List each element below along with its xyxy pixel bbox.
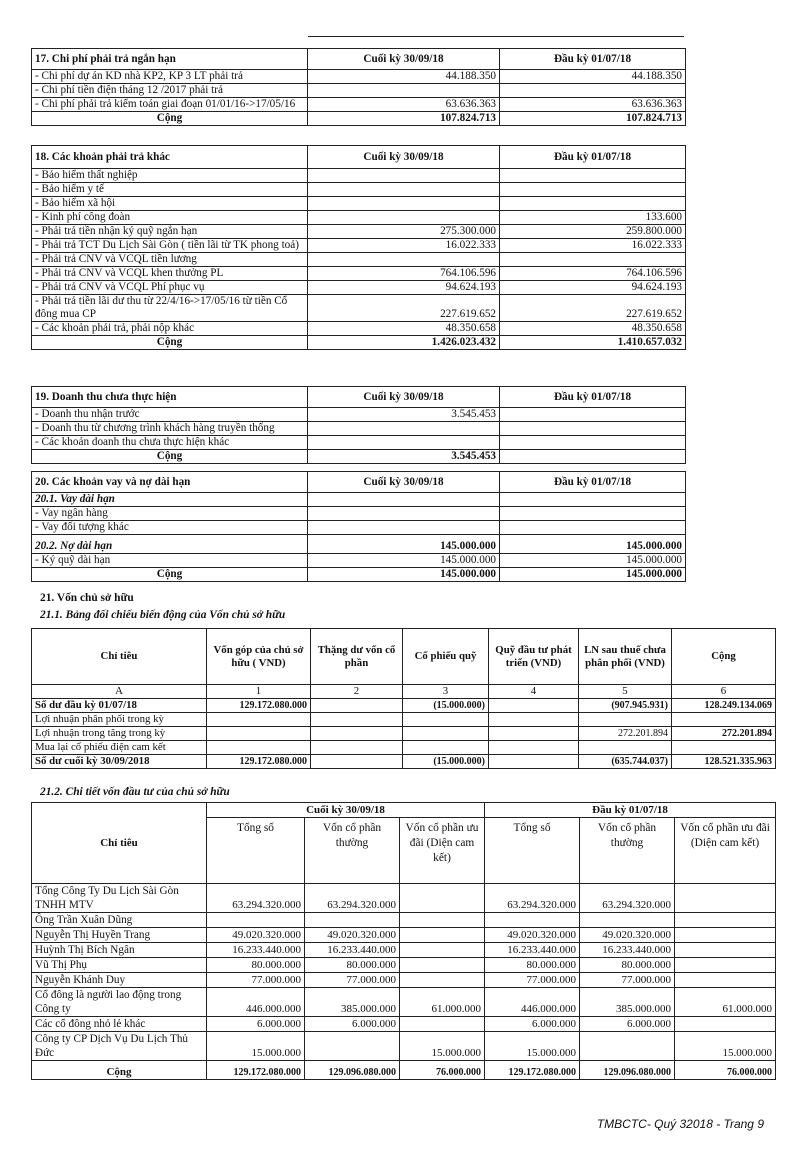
row-label: - Phải trả tiền lãi dư thu từ 22/4/16->17/05/16 từ tiền Cổ đông mua CP [32,295,308,322]
t1-col-header: Chỉ tiêu [32,629,207,685]
table-row [32,70,686,84]
row-value [489,755,579,769]
row-begin-value [500,197,686,211]
row-value [579,713,672,727]
table-row [32,554,686,568]
t1-col-index: 5 [579,685,672,699]
table-row [32,239,686,253]
shareholder-name: Tổng Công Ty Du Lịch Sài Gòn TNHH MTV [32,884,207,913]
row-label: - Phải trả CNV và VCQL Phí phục vụ [32,281,308,295]
shareholder-name: Cổ đông là người lao động trong Công ty [32,988,207,1017]
row-value: 129.172.080.000 [207,755,311,769]
row-label: - Bảo hiểm y tế [32,183,308,197]
row-value: 272.201.894 [579,727,672,741]
col-end-period: Cuối kỳ 30/09/18 [308,146,500,169]
table-row [32,521,686,535]
row-begin-value: 94.624.193 [500,281,686,295]
row-end-value [308,197,500,211]
row-value: 16.233.440.000 [305,943,400,958]
row-value: 6.000.000 [580,1017,675,1032]
row-value: 6.000.000 [485,1017,580,1032]
shareholder-name: Nguyễn Khánh Duy [32,973,207,988]
shareholder-name: Nguyễn Thị Huyền Trang [32,928,207,943]
row-value: 61.000.000 [675,988,776,1017]
total-end: 145.000.000 [308,568,500,582]
row-end-value: 16.022.333 [308,239,500,253]
t1-col-header: Quỹ đầu tư phát triển (VND) [489,629,579,685]
row-begin-value: 145.000.000 [500,554,686,568]
row-begin-value: 227.619.652 [500,295,686,322]
row-value [311,741,403,755]
t1-col-index: A [32,685,207,699]
row-value [400,943,485,958]
t2-group-end: Cuối kỳ 30/09/18 [207,803,485,818]
t2-total-c2: 129.096.080.000 [305,1061,400,1080]
table-row [32,1032,776,1061]
table-row [32,225,686,239]
row-value: (635.744.037) [579,755,672,769]
table-row [32,322,686,336]
table-row [32,295,686,322]
row-value: (15.000.000) [403,699,489,713]
row-begin-value [500,253,686,267]
row-value: 80.000.000 [207,958,305,973]
row-value [305,1032,400,1061]
row-end-value: 764.106.596 [308,267,500,281]
row-value [580,913,675,928]
row-begin-value [500,408,686,422]
col-end-period: Cuối kỳ 30/09/18 [308,472,500,493]
total-begin: 107.824.713 [500,112,686,126]
row-value [400,913,485,928]
table-row [32,183,686,197]
row-begin-value: 259.800.000 [500,225,686,239]
row-end-value [308,507,500,521]
section-17-title: 17. Chi phí phải trả ngắn hạn [32,49,308,70]
t1-col-header: Thặng dư vốn cổ phần [311,629,403,685]
table-21-1-equity-movements [31,628,776,769]
shareholder-name: Vũ Thị Phụ [32,958,207,973]
table-row [32,211,686,225]
row-label: - Vay ngân hàng [32,507,308,521]
row-value: 49.020.320.000 [580,928,675,943]
shareholder-name: Ông Trần Xuân Dũng [32,913,207,928]
row-value [311,755,403,769]
table-row [32,84,686,98]
row-end-value: 275.300.000 [308,225,500,239]
shareholder-name: Các cổ đông nhỏ lẻ khác [32,1017,207,1032]
table-row [32,713,776,727]
row-value: 49.020.320.000 [485,928,580,943]
t2-col-header: Vốn cổ phần thường [305,818,400,884]
row-begin-value [500,507,686,521]
t2-col-header: Tổng số [207,818,305,884]
row-value: 385.000.000 [305,988,400,1017]
col-begin-period: Đầu kỳ 01/07/18 [500,146,686,169]
table-row [32,281,686,295]
t2-total-c1: 129.172.080.000 [207,1061,305,1080]
row-value [675,958,776,973]
row-value [579,741,672,755]
row-end-value [308,211,500,225]
col-begin-period: Đầu kỳ 01/07/18 [500,49,686,70]
row-value: 49.020.320.000 [305,928,400,943]
row-value [489,727,579,741]
t1-col-index: 4 [489,685,579,699]
table-row [32,408,686,422]
row-value [675,1017,776,1032]
row-value: 77.000.000 [207,973,305,988]
row-value: 272.201.894 [672,727,776,741]
row-end-value: 44.188.350 [308,70,500,84]
row-begin-value [500,436,686,450]
row-value: 63.294.320.000 [485,884,580,913]
row-end-value [308,84,500,98]
table-row [32,507,686,521]
row-end-value: 3.545.453 [308,408,500,422]
table-row [32,988,776,1017]
row-label: Mua lại cổ phiếu điện cam kết [32,741,207,755]
row-label: - Phải trả TCT Du Lịch Sài Gòn ( tiền lãi từ TK phong toả) [32,239,308,253]
table-21-2-owner-capital-details [31,802,776,1080]
total-begin: 145.000.000 [500,568,686,582]
row-begin-value: 133.600 [500,211,686,225]
row-value [207,713,311,727]
table-row [32,913,776,928]
row-label: Số dư đầu kỳ 01/07/18 [32,699,207,713]
shareholder-name: Công ty CP Dịch Vụ Du Lịch Thủ Đức [32,1032,207,1061]
t2-total-c3: 76.000.000 [400,1061,485,1080]
row-value [403,713,489,727]
row-value [675,973,776,988]
row-value: 61.000.000 [400,988,485,1017]
row-label: - Bảo hiểm thất nghiệp [32,169,308,183]
row-value: 63.294.320.000 [305,884,400,913]
t1-col-header: Cổ phiếu quỹ [403,629,489,685]
row-begin-value [500,521,686,535]
table-row [32,943,776,958]
row-value [489,741,579,755]
row-value [400,1017,485,1032]
total-label: Cộng [32,450,308,464]
table-row [32,98,686,112]
row-end-value [308,183,500,197]
row-value: 129.172.080.000 [207,699,311,713]
row-value: 128.249.134.069 [672,699,776,713]
t2-col-header: Vốn cổ phần thường [580,818,675,884]
table-row [32,1017,776,1032]
row-label: Lợi nhuận trong tăng trong kỳ [32,727,207,741]
row-end-value [308,521,500,535]
row-value: 15.000.000 [400,1032,485,1061]
row-value [400,928,485,943]
table-row [32,436,686,450]
row-value [675,928,776,943]
row-begin-value: 764.106.596 [500,267,686,281]
row-begin-value: 63.636.363 [500,98,686,112]
total-begin: 1.410.657.032 [500,336,686,350]
row-begin-value [500,169,686,183]
row-value: 16.233.440.000 [207,943,305,958]
row-value [207,741,311,755]
t2-total-c4: 129.172.080.000 [485,1061,580,1080]
table-row [32,727,776,741]
row-value [489,713,579,727]
row-end-value: 227.619.652 [308,295,500,322]
sub2-end: 145.000.000 [308,535,500,554]
row-label: - Doanh thu nhận trước [32,408,308,422]
section-21-title: 21. Vốn chủ sở hữu [40,592,134,604]
table-row [32,741,776,755]
row-value [489,699,579,713]
subsection-20-1: 20.1. Vay dài hạn [32,493,308,507]
row-label: Lợi nhuận phân phối trong kỳ [32,713,207,727]
row-value [403,741,489,755]
row-value: 77.000.000 [305,973,400,988]
t2-group-begin: Đầu kỳ 01/07/18 [485,803,776,818]
row-label: - Chi phí phải trả kiểm toán giai đoạn 01/01/16->17/05/16 [32,98,308,112]
row-begin-value: 48.350.658 [500,322,686,336]
table-row [32,253,686,267]
row-label: - Phải trả CNV và VCQL khen thưởng PL [32,267,308,281]
t1-col-index: 6 [672,685,776,699]
row-value [672,741,776,755]
col-begin-period: Đầu kỳ 01/07/18 [500,472,686,493]
row-begin-value [500,84,686,98]
row-value [305,913,400,928]
sub2-begin: 145.000.000 [500,535,686,554]
row-end-value [308,436,500,450]
row-value [675,943,776,958]
table-row [32,422,686,436]
t1-col-header: LN sau thuế chưa phân phối (VND) [579,629,672,685]
row-begin-value: 44.188.350 [500,70,686,84]
row-end-value [308,169,500,183]
row-label: Số dư cuối kỳ 30/09/2018 [32,755,207,769]
subsection-20-2: 20.2. Nợ dài hạn [32,535,308,554]
row-end-value: 145.000.000 [308,554,500,568]
row-value [400,958,485,973]
total-end: 1.426.023.432 [308,336,500,350]
row-value [311,699,403,713]
row-label: - Kinh phí công đoàn [32,211,308,225]
row-value: 77.000.000 [485,973,580,988]
row-value: 16.233.440.000 [485,943,580,958]
table-row [32,755,776,769]
table-row [32,197,686,211]
row-end-value: 63.636.363 [308,98,500,112]
t2-total-label: Cộng [32,1061,207,1080]
row-label: - Vay đối tượng khác [32,521,308,535]
row-begin-value [500,183,686,197]
row-value [207,913,305,928]
row-label: - Phải trả tiền nhận ký quỹ ngắn hạn [32,225,308,239]
row-value: 128.521.335.963 [672,755,776,769]
total-label: Cộng [32,568,308,582]
section-21-2-title: 21.2. Chi tiết vốn đầu tư của chủ sở hữu [40,786,230,798]
row-label: - Phải trả CNV và VCQL tiền lương [32,253,308,267]
row-value: 63.294.320.000 [207,884,305,913]
row-value: 16.233.440.000 [580,943,675,958]
section-21-1-title: 21.1. Bảng đối chiếu biến động của Vốn chủ sở hữu [40,609,286,621]
table-19-unearned-revenue [31,386,686,464]
section-19-title: 19. Doanh thu chưa thực hiện [32,387,308,408]
total-begin [500,450,686,464]
t1-col-header: Cộng [672,629,776,685]
total-end: 107.824.713 [308,112,500,126]
section-20-title: 20. Các khoản vay và nợ dài hạn [32,472,308,493]
row-value: 446.000.000 [207,988,305,1017]
row-value: 77.000.000 [580,973,675,988]
col-begin-period: Đầu kỳ 01/07/18 [500,387,686,408]
t2-col-header: Vốn cổ phần ưu đãi (Diện cam kết) [675,818,776,884]
total-end: 3.545.453 [308,450,500,464]
row-value [311,713,403,727]
row-label: - Doanh thu từ chương trình khách hàng truyền thống [32,422,308,436]
table-row [32,699,776,713]
t2-col-header: Vốn cổ phần ưu đãi (Diện cam kết) [400,818,485,884]
table-17-short-term-accrued-expenses [31,48,686,126]
table-row [32,958,776,973]
row-end-value: 48.350.658 [308,322,500,336]
row-value: 80.000.000 [305,958,400,973]
t1-col-index: 3 [403,685,489,699]
row-label: - Các khoản doanh thu chưa thực hiện khác [32,436,308,450]
row-value [400,884,485,913]
table-18-other-payables [31,145,686,350]
row-value: 6.000.000 [305,1017,400,1032]
row-end-value [308,253,500,267]
row-value: 385.000.000 [580,988,675,1017]
t2-label-header: Chỉ tiêu [32,803,207,884]
row-label: - Chi phí tiền điện tháng 12 /2017 phải trả [32,84,308,98]
row-value: 15.000.000 [207,1032,305,1061]
row-value: 80.000.000 [580,958,675,973]
row-value [311,727,403,741]
row-value: 15.000.000 [485,1032,580,1061]
table-row [32,267,686,281]
row-value [403,727,489,741]
row-value: 6.000.000 [207,1017,305,1032]
table-row [32,169,686,183]
t1-col-index: 2 [311,685,403,699]
row-end-value [308,422,500,436]
row-begin-value: 16.022.333 [500,239,686,253]
t1-col-header: Vốn góp của chủ sở hữu ( VND) [207,629,311,685]
section-18-title: 18. Các khoản phải trả khác [32,146,308,169]
row-label: - Chi phí dự án KD nhà KP2, KP 3 LT phải trả [32,70,308,84]
t2-total-c5: 129.096.080.000 [580,1061,675,1080]
row-value [207,727,311,741]
row-label: - Bảo hiểm xã hội [32,197,308,211]
row-value [580,1032,675,1061]
page-footer: TMBCTC- Quý 32018 - Trang 9 [596,1117,764,1131]
row-label: - Các khoản phải trả, phải nộp khác [32,322,308,336]
row-value: 63.294.320.000 [580,884,675,913]
t2-total-c6: 76.000.000 [675,1061,776,1080]
row-value [675,884,776,913]
col-end-period: Cuối kỳ 30/09/18 [308,387,500,408]
row-value [672,713,776,727]
table-20-long-term-loans [31,471,686,582]
t1-col-index: 1 [207,685,311,699]
total-label: Cộng [32,112,308,126]
total-label: Cộng [32,336,308,350]
table-row [32,973,776,988]
row-value: 49.020.320.000 [207,928,305,943]
table-row [32,884,776,913]
row-value: (907.945.931) [579,699,672,713]
row-label: - Ký quỹ dài hạn [32,554,308,568]
t2-col-header: Tổng số [485,818,580,884]
col-end-period: Cuối kỳ 30/09/18 [308,49,500,70]
header-rule [308,36,684,37]
row-value [675,913,776,928]
row-begin-value [500,422,686,436]
shareholder-name: Huỳnh Thị Bích Ngân [32,943,207,958]
row-value: 15.000.000 [675,1032,776,1061]
table-row [32,928,776,943]
row-value [400,973,485,988]
row-value [485,913,580,928]
row-value: 446.000.000 [485,988,580,1017]
row-end-value: 94.624.193 [308,281,500,295]
row-value: (15.000.000) [403,755,489,769]
row-value: 80.000.000 [485,958,580,973]
